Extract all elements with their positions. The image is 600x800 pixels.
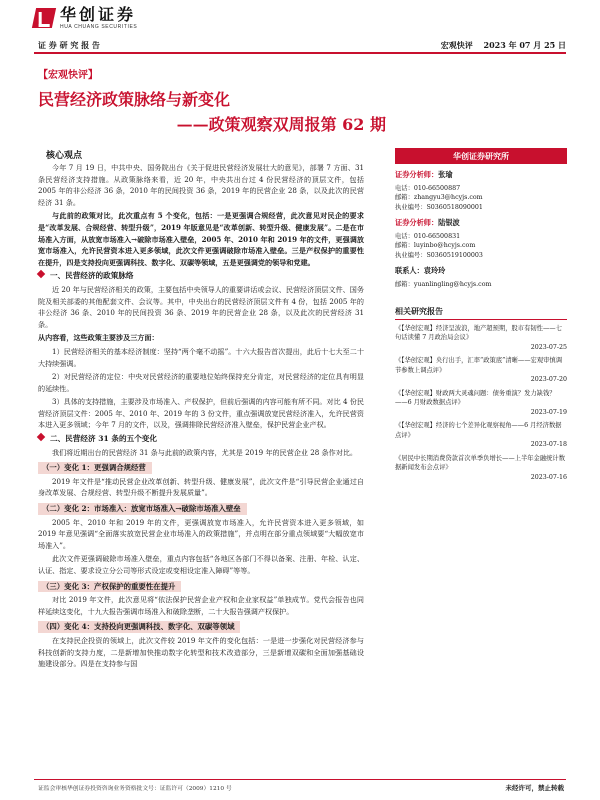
paragraph: 此次文件更强调破除市场准入壁垒，重点内容包括“各地区各部门不得以备案、注册、年检、认定、认证、指定、要求设立分公司等形式设定或变相设定准入障碍”等等。: [38, 554, 364, 575]
related-report-item[interactable]: 《【华创宏观】经济呈波浪，地产超预期，股市有韧性——七句话读懂 7 月政治局会议》 2023-07-25: [395, 324, 567, 351]
top-divider: [34, 52, 566, 54]
analyst-phone: 010-66500831: [413, 232, 461, 240]
related-report-item[interactable]: 《【华创宏观】经济的七个差异化观察视角——6 月经济数据点评》 2023-07-18: [395, 422, 567, 448]
contact-card: 联系人：袁玲玲 邮箱：yuanlingling@hcyjs.com: [395, 266, 492, 288]
analyst-cert: S0360519100003: [426, 251, 483, 259]
analyst-card: 证券分析师：陆银波 电话：010-66500831 邮箱：luyinbo@hcyjs.com 执业编号：S0360519100003: [395, 218, 483, 259]
related-report-date: 2023-07-25: [530, 343, 567, 351]
diamond-bullet-icon: [37, 270, 45, 278]
paragraph: 2）对民营经济的定位：中央对民营经济的重要地位始终保持充分肯定，对民营经济的定位具有明显的延续性。: [38, 372, 364, 393]
section-heading: 二、民营经济 31 条的五个变化: [38, 433, 364, 445]
title-area: [38, 66, 386, 137]
logo-icon: [32, 8, 56, 28]
related-report-item[interactable]: 《居民中长期消费贷款首次单季负增长——上半年金融统计数据新闻发布会点评》 2023-07-16: [395, 454, 567, 481]
report-category: 宏观快评: [440, 40, 473, 50]
analyst-phone: 010-66500887: [413, 184, 461, 192]
paragraph: 今年 7 月 19 日，中共中央、国务院出台《关于促进民营经济发展壮大的意见》，部署 7 方面、31 条民营经济支持措施。从政策脉络来看，近 20 年，中央共出台过 4 份民营经济的顶层文件，包括 2005 年的非公经济 36 条，2010 年的民间投资 36 条，2019 年的民营企业 28 条，以及此次的民营经济 31 条。: [38, 163, 364, 207]
subheading: （二）变化 2：市场准入：放宽市场准入→破除市场准入壁垒: [38, 503, 247, 515]
related-report-date: 2023-07-20: [530, 376, 567, 383]
related-report-date: 2023-07-19: [530, 408, 567, 416]
page-subtitle: ——政策观察双周报第 62 期: [176, 115, 386, 134]
analyst-email[interactable]: luyinbo@hcyjs.com: [413, 242, 476, 249]
brand-logo: [34, 6, 137, 30]
paragraph: 我们将近期出台的民营经济 31 条与此前的政策内容，尤其是 2019 年的民营企业 28 条作对比。: [52, 447, 358, 457]
footer-divider: [34, 779, 566, 780]
institute-banner: 华创证券研究所: [395, 148, 567, 164]
related-report-date: 2023-07-16: [530, 473, 567, 481]
paragraph: 在支持民企投资的领域上，此次文件较 2019 年文件的变化包括：一是进一步强化对民营经济参与科技创新的支持力度，二是新增加快推动数字化转型和技术改造部分，三是新增双碳和全面加强基础设施建设部分。四是在支持参与国: [38, 635, 364, 669]
contact-email[interactable]: yuanlingling@hcyjs.com: [413, 280, 492, 288]
related-report-date: 2023-07-18: [530, 441, 567, 448]
paragraph: 对比 2019 年文件，此次意见将“依法保护民营企业产权和企业家权益”单独成节。党代会报告也同样延续这变化，十九大报告强调市场准入和破除垄断，二十大报告强调产权保护。: [38, 595, 364, 616]
analyst-email[interactable]: zhangyu3@hcyjs.com: [413, 194, 483, 201]
brand-name-en: HUA CHUANG SECURITIES: [60, 24, 138, 30]
analyst-name: 陆银波: [438, 218, 460, 227]
sidebar: [395, 148, 567, 486]
contact-name: 袁玲玲: [423, 266, 446, 275]
diamond-bullet-icon: [37, 433, 45, 441]
related-report-item[interactable]: 《【华创宏观】央行出手，汇率“政策底”清晰——宏观审慎调节参数上调点评》 2023-07-20: [395, 357, 567, 383]
column-tag: 【宏观快评】: [38, 70, 98, 81]
paragraph: 与此前的政策对比，此次重点有 5 个变化，包括：一是更强调合规经营，此次意见对民企的要求是“改革发展、合规经营、转型升级”，2019 年版意见是“改革创新、转型升级、健康发展”。二是在市场准入方面，从放宽市场准入→破除市场准入壁垒，2005 年、2010 年和 2019 年的文件，更强调放宽市场准入，允许民营资本进入更多领域，此次文件更强调破除市场准入壁垒。三是产权保护的重要性在提升，四是支持投向更强调科技、数字化、双碳等领域，五是更强调党的领导和党建。: [38, 211, 364, 267]
brand-name-cn: 华创证券: [60, 5, 137, 24]
main-content: [38, 162, 364, 672]
paragraph: 近 20 年与民营经济相关的政策，主要包括中央领导人的重要讲话或会议、民营经济顶层文件、国务院及相关部委的其他配套文件、会议等。其中，中央出台的民营经济顶层文件有 4 份，包括 2005 年的非公经济 36 条、2010 年的民间投资 36 条、2019 年的民营企业 28 条，以及此次的民营经济 31 条。: [38, 284, 364, 329]
footer-copyright: 未经许可，禁止转载: [505, 784, 564, 792]
related-report-item[interactable]: 《【华创宏观】财政两大灵魂问题：债务重演？发力缺钱？——6 月财政数据点评》 2023-07-19: [395, 389, 567, 416]
footer-license: 证监会审核华创证券投资咨询业务资格批文号：证监许可（2009）1210 号: [38, 786, 232, 792]
paragraph: 3）具体的支持措施，主要涉及市场准入、产权保护，但前后强调的内容可能有所不同。对比 4 份民营经济顶层文件：2005 年、2010 年、2019 年的 3 份文件，重点强调放宽民营经济准入，允许民营资本进入更多领域；今年 7 月的文件，以及，强调排除民营经济准入壁垒，保护民营企业产权。: [38, 397, 364, 430]
report-date: 2023 年 07 月 25 日: [483, 40, 566, 50]
subheading: （四）变化 4：支持投向更强调科技、数字化、双碳等领域: [38, 621, 240, 633]
related-reports-heading: 相关研究报告: [395, 307, 567, 320]
analyst-name: 张瑜: [438, 170, 453, 179]
paragraph: 2019 年文件是“推动民营企业改革创新、转型升级、健康发展”，此次文件是“引导民营企业通过自身改革发展、合规经营、转型升级不断提升发展质量”。: [38, 476, 364, 498]
core-points-label: 核心观点: [46, 151, 83, 161]
header-meta: [441, 40, 566, 51]
paragraph: 1）民营经济相关的基本经济制度：坚持“两个毫不动摇”。十六大报告首次提出，此后十七大至二十大持续强调。: [38, 346, 364, 368]
analyst-card: 证券分析师：张瑜 电话：010-66500887 邮箱：zhangyu3@hcyjs.com 执业编号：S0360518090001: [395, 170, 483, 211]
page-title: 民营经济政策脉络与新变化: [38, 90, 231, 109]
report-type: 证 券 研 究 报 告: [38, 40, 100, 50]
analyst-cert: S0360518090001: [426, 203, 483, 211]
subheading: （三）变化 3：产权保护的重要性在提升: [38, 581, 181, 593]
paragraph: 从内容看，这些政策主要涉及三方面：: [38, 333, 159, 343]
section-heading: 一、民营经济的政策脉络: [38, 270, 364, 282]
subheading: （一）变化 1：更强调合规经营: [38, 462, 152, 474]
paragraph: 2005 年、2010 年和 2019 年的文件，更强调放宽市场准入，允许民营资本进入更多领域，如 2019 年意见强调“全面落实放宽民营企业市场准入的政策措施”，并点明在部分重点领域要“大幅放宽市场准入”。: [38, 517, 364, 550]
